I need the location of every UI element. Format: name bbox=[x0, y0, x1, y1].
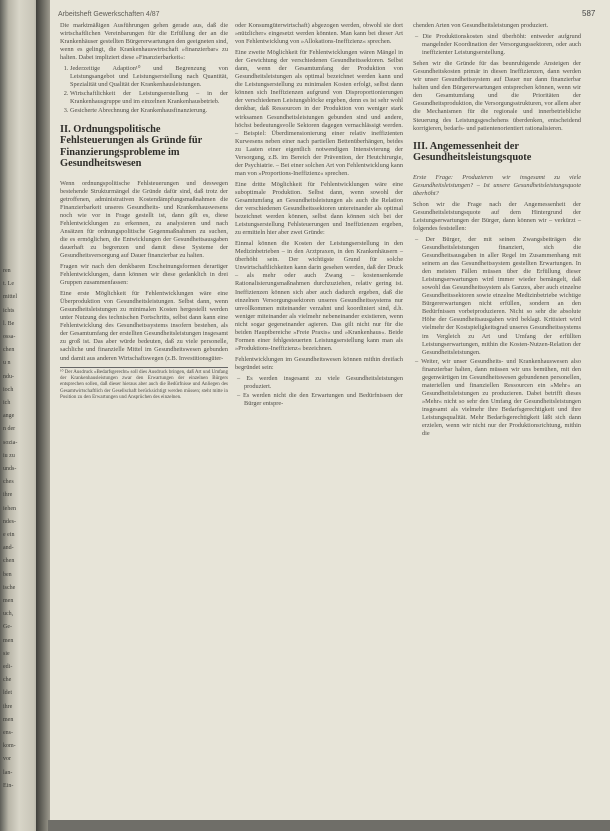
gutter-fragment: ihre bbox=[3, 492, 13, 499]
dash-list bbox=[235, 375, 403, 408]
gutter-fragment: sie bbox=[3, 650, 10, 657]
list-item: – Es werden insgesamt zu viele Gesundheitsleistungen produziert. bbox=[244, 375, 403, 391]
gutter-fragment: and- bbox=[3, 545, 14, 552]
paragraph: Fehlentwicklungen im Gesundheitswesen können mithin dreifach begründet sein: bbox=[235, 355, 403, 371]
gutter-fragment: mittel bbox=[3, 294, 17, 301]
gutter-fragment: ossa- bbox=[3, 334, 16, 340]
gutter-fragment: men bbox=[3, 598, 14, 604]
text-column-3 bbox=[413, 22, 581, 441]
list-item: 3. Gesicherte Abrechnung der Krankenhausfinanzierung. bbox=[70, 107, 228, 115]
gutter-fragment: uch, bbox=[3, 611, 14, 618]
paragraph: chenden Arten von Gesundheitsleistungen produziert. bbox=[413, 22, 549, 29]
text-column-1 bbox=[60, 22, 228, 402]
gutter-fragment: ndes- bbox=[3, 518, 16, 525]
paragraph: Wenn ordnungspolitische Fehlsteuerungen und deswegen bestehende Strukturmängel die Gründe dafür sind, daß trotz der getroffenen, administrativen Kostendämpfungsmaßnahmen die Finanzierbarkeit unseres Gesundheits- und Krankenhauswesens noch wie vor in Frage gestellt ist, dann gilt es, diese Fehlentwicklungen zu erkennen, zu analysieren und nach Ansätzen für ordnungspolitische Gegenmaßnahmen zu suchen, die es ermöglichen, die Entwicklungen der Gesundheitsausgaben dauerhaft zu begrenzen und damit diese Systeme der Gesundheitsversorgung auf Dauer finanzierbar zu halten. bbox=[60, 179, 228, 259]
gutter-fragment: ange bbox=[3, 413, 15, 420]
paragraph: Eine erste Möglichkeit für Fehlentwicklungen wäre eine Überproduktion von Gesundheitsleistungen. Selbst dann, wenn Gesundheitsleistungen zu minimalen Kosten hergestellt werden unter Nutzung des technischen Fortschritts, selbst dann kann eine Fehlentwicklung des Gesundheitssystems insofern bestehen, als der Gesamtumfang der erstellten Gesundheitsleistungen insgesamt zu groß ist. Das aber würde bedeuten, daß zu viele personelle, sachliche und finanzielle Mittel im Gesundheitswesen gebunden und damit aus anderen Wirtschaftswegen (z.B. Investitionsgüter- bbox=[60, 290, 228, 362]
gutter-fragment: vor bbox=[3, 756, 11, 763]
gutter-fragment: kom- bbox=[3, 743, 16, 750]
gutter-fragment: ische bbox=[3, 584, 16, 591]
list-item: 1. Jederzeitige Adaption¹⁰ und Begrenzung von Leistungsangebot und Leistungserstellung nach Quantität, Spezialität und Qualität der Krankenhausleistungen. bbox=[70, 65, 228, 89]
gutter-fragment: Ge- bbox=[3, 624, 12, 631]
list-item: – Es werden nicht die den Erwartungen und Bedürfnissen der Bürger entspre- bbox=[244, 392, 403, 408]
paragraph: Eine dritte Möglichkeit für Fehlentwicklungen wäre eine suboptimale Produktion. Selbst dann, wenn sowohl der Gesamtumfang an Gesundheitsleistungen als auch die Relation der verschiedenen Gesundheitssektoren untereinander als optimal bezeichnet werden können, selbst dann können sich bei der Leistungserstellung Fehlsteuerungen und Ineffizienzen ergeben, zu ermitteln hier aber zwei Gründe: bbox=[235, 180, 403, 237]
paragraph: Sehen wir die Gründe für das beunruhigende Ansteigen der Gesundheitskosten primär in diesen Ineffizienzen, dann werden wir unser Gesundheitssystem auf Dauer nur dann finanzierbar halten und den Bürgererwartungen entsprechen können, wenn wir den Gesamtumfang und die Prioritäten der Gesundheitsproduktion, die Versorgungsstrukturen, vor allem aber die Mechanismen für die regionale und innerbetriebliche Steuerung des Leistungsgeschehens überdenken, entscheidend korrigieren, bedarfs- und patientenorientiert rationalisieren. bbox=[413, 60, 581, 132]
gutter-fragment: n der bbox=[3, 426, 16, 433]
gutter-fragment: chen bbox=[3, 347, 15, 354]
gutter-fragment: ich bbox=[3, 400, 11, 406]
footnote: ¹⁰ Der Ausdruck »Bedarfsgerecht« soll dies Ausdruck bringen, daß Art und Umfang der Krankenhausleistungen zwar den Erwartungen der einzelnen Bürgers entsprechen sollen, daß dieser hieraus aber auch die Bedürfnisse und Anliegen des Gesamtwirtschaftlich der Gesellschaft berücksichtigt werden müssen; steht mitte in Position zu den Erwartungen und Ansprüchen des einzelnen. bbox=[60, 367, 228, 402]
paragraph: Fragen wir nach den denkbaren Erscheinungsformen derartiger Fehlentwicklungen, dann können wir diese gedanklich in drei Gruppen zusammenfassen: bbox=[60, 262, 228, 287]
gutter-fragment: Ein- bbox=[3, 782, 14, 789]
gutter-fragment: iu zu bbox=[3, 452, 15, 459]
page-number: 587 bbox=[582, 9, 596, 18]
gutter-fragment: che bbox=[3, 677, 12, 684]
gutter-fragment: ben bbox=[3, 571, 12, 578]
paragraph: Einmal können die Kosten der Leistungserstellung in den Medizinbetrieben – in den Arztpraxen, in den Krankenhäusern – überhöht sein. Der wichtigste Grund für solche Unwirtschaftlichkeiten kann darin gesehen werden, daß der Druck – als mehr oder auch Zwang – kostensenkende Rationalisierungsmaßnahmen durchzuziehen, relativ gering ist. Ineffizienzen können sich aber auch dadurch ergeben, daß die einzelnen Versorgungssektoren unseres Gesundheitssystems nur unvollkommen miteinander verzahnt und koordiniert sind, d.h. weniger miteinander als vielmehr nebeneinander existieren, wenn nicht sogar gegeneinander agieren. Das gilt nicht nur für die beiden Hauptbereiche »Freie Praxis« und »Krankenhaus«. Beide Formen einer fehlgesteuerten Leistungserstellung kann man als »Produktions-Ineffizienz« bezeichnen. bbox=[235, 240, 403, 352]
running-head: Arbeitsheft Gewerkschaften 4/87 bbox=[58, 11, 160, 18]
list-item: 2. Wirtschaftlichkeit der Leistungserstellung – in der Krankenhausgruppe und im einzelnen Krankenhausbetrieb. bbox=[70, 90, 228, 106]
paragraph: Eine zweite Möglichkeit für Fehlentwicklungen wären Mängel in der Gewichtung der verschiedenen Gesundheitssektoren. Selbst dann, wenn der Gesamtumfang der Produktion von Gesundheitsleistungen als optimal bezeichnet werden kann und die Leistungserstellung zu minimalen Kosten erfolgt, selbst dann können sich Ineffizienzen aufgrund von Disproportionierungen der verschiedenen Leistungsblöcke ergeben, denn es ist sehr wohl denkbar, daß Ressourcen in der Produktion von weniger stark wirksamen Gesundheitsleistungen gebunden sind und andere, höchst bedeutungsvolle Sektoren dagegen vernachlässigt werden. – Beispiel: Überdimensionierung einer relativ ineffizienten Kurwesens neben einer nach partiellen Bettenüberhängen, beides zu Lasten einer eigentlich notwendigen Intensivierung der Versorgung, z.B. im Bereich der Prävention, der Heutchirurgie, der Psychiatrie. – Bei einer solchen Art von Fehlentwicklung kann man von »Proportions-Ineffizienz« sprechen. bbox=[235, 49, 403, 177]
gutter-fragment: ren bbox=[3, 268, 11, 274]
gutter-fragment: sozia- bbox=[3, 439, 18, 446]
dash-list bbox=[413, 236, 581, 438]
gutter-fragment: ihre bbox=[3, 703, 13, 710]
gutter-fragment: unds- bbox=[3, 466, 17, 472]
numbered-list bbox=[60, 65, 228, 115]
gutter-fragment: men bbox=[3, 716, 14, 723]
gutter-fragment: ndu- bbox=[3, 373, 14, 380]
list-item: – Die Produktionskosten sind überhöht: entweder aufgrund mangelnder Koordination der Versorgungssektoren, oder auch ineffizienter Leistungserstellung. bbox=[422, 33, 581, 57]
gutter-fragment: ens- bbox=[3, 730, 13, 736]
gutter-fragment: l. Be bbox=[3, 320, 15, 327]
dash-list bbox=[413, 33, 581, 57]
gutter-fragment: ldet bbox=[3, 690, 12, 697]
gutter-fragment: ioch bbox=[3, 386, 14, 393]
gutter-fragment: chen bbox=[3, 558, 15, 565]
paragraph: Schon wir die Frage nach der Angemessenheit der Gesundheitsleistungsquote auf dem Hintergrund der Leistungserwartungen der Bürger, dann können wir – verkürzt – folgendes feststellen: bbox=[413, 200, 581, 232]
scan-shadow bbox=[48, 820, 610, 831]
gutter-fragment: ches bbox=[3, 479, 14, 486]
gutter-fragment: e ein bbox=[3, 532, 15, 538]
gutter-fragment: t. Le bbox=[3, 281, 14, 288]
gutter-fragment: iehen bbox=[3, 505, 16, 512]
list-item: – Weiter, wir unser Gesundheits- und Krankenhauswesen also finanzierbar halten, dann müssen wir uns bemühen, mit den gegenwärtigen im Gesundheitswesen gebundenen personellen, materiellen und finanziellen Ressourcen ein »Mehr« an Gesundheitsleistungen zu produzieren. Dabei betrifft dieses »Mehr« nicht so sehr den Umfang der Gesundheitsleistungen insgesamt als vielmehr ihre Bedarfsgerechtigkeit und ihre Leistungsqualität. Mehr Bedarfsgerechtigkeit läßt sich dann erzielen, wenn wir nicht nur der Produktionsrichtung, mithin die bbox=[422, 358, 581, 438]
text-column-2 bbox=[235, 22, 403, 411]
gutter-fragment: lan- bbox=[3, 769, 13, 776]
gutter-fragment: men bbox=[3, 637, 14, 644]
list-item: – Der Bürger, der mit seinen Zwangsbeiträgen die Gesundheitsleistungen finanziert, sich die Gesundheitsausgaben in aller Regel im Zusammenhang mit seinem an das Gesundheitssystem gestellten Erwartungen. In den meisten Fällen müssen über die Erfüllung dieser Leistungserwartungen wird immer wieder bemängelt, daß sowohl das Gesundheitssystem als Ganzes, aber auch einzelne Gesundheitssektoren sowie einzelne Medizinbetriebe wichtige Bürgererwartungen nicht erfüllen, sondern an den Bedürfnissen vorbeiproduzieren. Nicht so sehr die absolute Höhe der Gesundheitsausgaben wird beklagt. Kritisiert wird vielmehr der Kostspieligkeitsgrad unseres Gesundheitssystems im Vergleich zu Art und Umfang der erfüllten Leistungserwartungen, mithin die Kosten-Nutzen-Relation der Gesundheitsleistungen. bbox=[422, 236, 581, 357]
paragraph: Die marktmäßigen Ausführungen gehen gerade aus, daß die wirtschaftlichen Vereinbarungen für die Erfüllung der an die Krankenhäuser gestellten Bürgererwartungen den geeigneten sind, wenn es gelingt, die Krankenhauswirtschaft »finanzierbar« zu halten. Dabei impliziert diese »Finanzierbarkeit«: bbox=[60, 22, 228, 62]
gutter-fragment: ichts bbox=[3, 307, 15, 314]
gutter-fragment: u n bbox=[3, 360, 11, 367]
section-heading: II. Ordnungspolitische Fehlsteuerungen als Gründe für Finanzierungsprobleme im Gesundheitswesen bbox=[60, 123, 203, 170]
section-heading: III. Angemessenheit der Gesundheitsleistungsquote bbox=[413, 140, 532, 164]
paragraph: Erste Frage: Produzieren wir insgesamt zu viele Gesundheitsleistungen? – Ist unsere Gesundheitsleistungsquote überhöht? bbox=[413, 173, 581, 197]
binding-spine bbox=[36, 0, 50, 831]
paragraph: oder Konsumgüterwirtschaft) abgezogen werden, obwohl sie dort »nützlicher« eingesetzt werden könnten. Man kann bei dieser Art von Fehlentwicklung von »Allokations-Ineffizienz« sprechen. bbox=[235, 22, 403, 46]
gutter-fragment: edi- bbox=[3, 664, 13, 670]
